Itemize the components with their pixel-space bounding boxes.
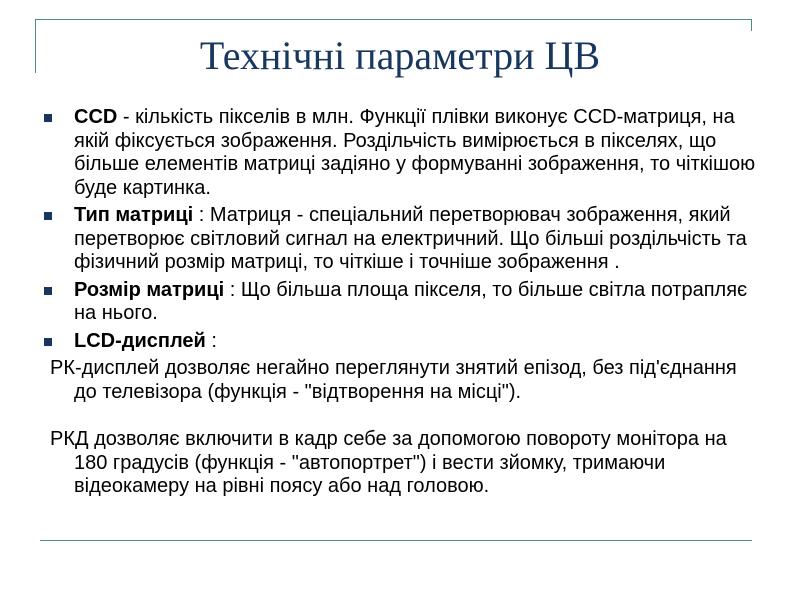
bullet-term: Розмір матриці bbox=[74, 278, 225, 301]
square-bullet-icon bbox=[44, 212, 52, 220]
bullet-item-matrix-size bbox=[42, 279, 762, 326]
bullet-term: LCD-дисплей bbox=[74, 329, 206, 352]
bullet-item-ccd bbox=[42, 106, 762, 200]
bullet-term: CCD bbox=[74, 106, 118, 128]
frame-bottom-line bbox=[40, 540, 752, 541]
slide-content bbox=[42, 106, 762, 499]
bullet-item-matrix-type bbox=[42, 204, 762, 275]
bullet-text: : bbox=[205, 329, 217, 352]
paragraph-lcd-selfportrait: РКД дозволяє включити в кадр себе за допомогою повороту монітора на 180 градусів (функція - "автопортрет") і вести зйомку, тримаючи відеокамеру на рівні поясу або над головою. bbox=[50, 428, 727, 497]
square-bullet-icon bbox=[44, 338, 52, 346]
bullet-text: : Що більша площа пікселя, то більше світла потрапляє на нього. bbox=[74, 278, 748, 324]
bullet-item-lcd-display bbox=[42, 330, 762, 354]
bullet-text: : Матриця - спеціальний перетворювач зображення, який перетворює світловий сигнал на електричний. Що більші роздільчість та фізичний розмір матриці, то чіткіше і точніше зображення . bbox=[74, 204, 747, 273]
bullet-term: Тип матриці bbox=[74, 204, 194, 226]
frame-top-line bbox=[35, 19, 752, 20]
spacer bbox=[42, 404, 762, 428]
bullet-text: - кількість пікселів в млн. Функції плівки виконує CCD-матриця, на якій фіксується зображення. Роздільчість вимірюється в пікселях, що більше елементів матриці задіяно у формуванні зображення, то чіткішою буде картинка. bbox=[74, 106, 756, 199]
square-bullet-icon bbox=[44, 287, 52, 295]
square-bullet-icon bbox=[44, 114, 52, 122]
paragraph-lcd-playback: РК-дисплей дозволяє негайно переглянути знятий епізод, без під'єднання до телевізора (функція - "відтворення на місці"). bbox=[50, 357, 737, 403]
slide-title: Технічні параметри ЦВ bbox=[199, 33, 601, 78]
